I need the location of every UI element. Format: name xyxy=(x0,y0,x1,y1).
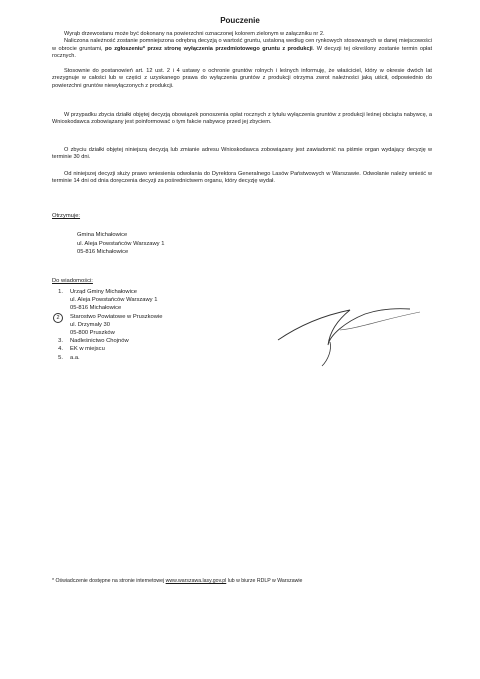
otrzymuje-label: Otrzymuje: xyxy=(52,213,81,219)
paragraph-adres xyxy=(52,147,432,162)
list-number: 1. xyxy=(58,289,63,295)
list-item xyxy=(52,313,252,338)
do-wiadomosci-list xyxy=(52,288,252,362)
do-wiadomosci-label: Do wiadomości: xyxy=(52,278,93,284)
paragraph-wyrab-line1: Wyrąb drzewostanu może być dokonany na powierzchni oznaczonej kolorem zielonym w załączniku nr 2. xyxy=(64,31,325,37)
list-item xyxy=(52,345,252,353)
list-line: 05-816 Michałowice xyxy=(70,305,122,312)
list-number: 5. xyxy=(58,354,63,361)
paragraph-naliczona-end: . W decyzji tej określony zostanie termin opłat rocznych. xyxy=(52,45,432,59)
paragraph-adres-text: O zbyciu działki objętej niniejszą decyzją lub zmianie adresu Wnioskodawca zobowiązany jest zawiadomić na piśmie organ wydający decyzję w terminie 30 dni. xyxy=(52,147,432,161)
otrzymuje-address xyxy=(77,231,164,257)
paragraph-odwolanie-text: Od niniejszej decyzji służy prawo wniesienia odwołania do Dyrektora Generalnego Lasów Państwowych w Warszawie. Odwołanie należy wnieść w terminie 14 dni od dnia doręczenia decyzji za pośrednictwem organu, który decyzję wydał. xyxy=(52,171,432,185)
footnote-text-end: lub w biurze RDLP w Warszawie xyxy=(226,578,303,584)
paragraph-stosownie-text: Stosownie do postanowień art. 12 ust. 2 i 4 ustawy o ochronie gruntów rolnych i leśnych informuję, że właściciel, który w okresie dwóch lat zrezygnuje w całości lub w części z uzyskanego prawa do wyłączenia gruntów z produkcji otrzyma zwrot należności jaką uiścił, odpowiednio do powierzchni gruntów niewyłączonych z produkcji. xyxy=(52,68,432,89)
paragraph-zbycie-text: W przypadku zbycia działki objętej decyzją obowiązek ponoszenia opłat rocznych z tytułu wyłączenia gruntów z produkcji leśnej obciąża nabywcę, a Wnioskodawca zobowiązany jest poinformować o tym fakcie nabywcę przed jej zbyciem. xyxy=(52,112,432,126)
address-line: 05-816 Michałowice xyxy=(77,249,129,256)
list-number-circled xyxy=(52,313,70,338)
paragraph-wyrab xyxy=(52,31,432,60)
footnote-text: * Oświadczenie dostępne na stronie internetowej xyxy=(52,578,166,584)
list-line: 05-800 Pruszków xyxy=(70,330,115,337)
paragraph-naliczona-bold: po zgłoszeniu* przez stronę wyłączenia przedmiotowego gruntu z produkcji xyxy=(104,45,313,52)
paragraph-odwolanie xyxy=(52,171,432,186)
circled-number: 2 xyxy=(53,313,63,323)
list-number: 3. xyxy=(58,338,63,345)
paragraph-zbycie xyxy=(52,112,432,127)
page-title: Pouczenie xyxy=(220,16,260,25)
paragraph-naliczona-text: Naliczona należność zostanie pomniejszona odrębną decyzją o wartość gruntu, ustaloną według cen rynkowych stosowanych w danej miejscowości w obrocie gruntami, xyxy=(52,38,432,52)
list-number: 4. xyxy=(58,346,63,353)
signature-image xyxy=(270,300,430,370)
list-line: EK w miejscu xyxy=(70,346,105,353)
list-line: Urząd Gminy Michałowice xyxy=(70,289,138,295)
list-line: ul. Drzymały 30 xyxy=(70,321,110,328)
address-line: Gmina Michałowice xyxy=(77,232,128,238)
list-item xyxy=(52,354,252,362)
list-item xyxy=(52,337,252,345)
footnote-link[interactable]: www.warszawa.lasy.gov.pl xyxy=(165,578,227,584)
list-item xyxy=(52,288,252,313)
list-line: Nadleśnictwo Chojnów xyxy=(70,338,129,345)
list-line: Starostwo Powiatowe w Pruszkowie xyxy=(70,313,163,320)
list-line: a.a. xyxy=(70,354,80,361)
address-line: ul. Aleja Powstańców Warszawy 1 xyxy=(77,240,165,247)
paragraph-stosownie xyxy=(52,68,432,90)
list-line: ul. Aleja Powstańców Warszawy 1 xyxy=(70,297,158,304)
footnote xyxy=(52,578,452,584)
